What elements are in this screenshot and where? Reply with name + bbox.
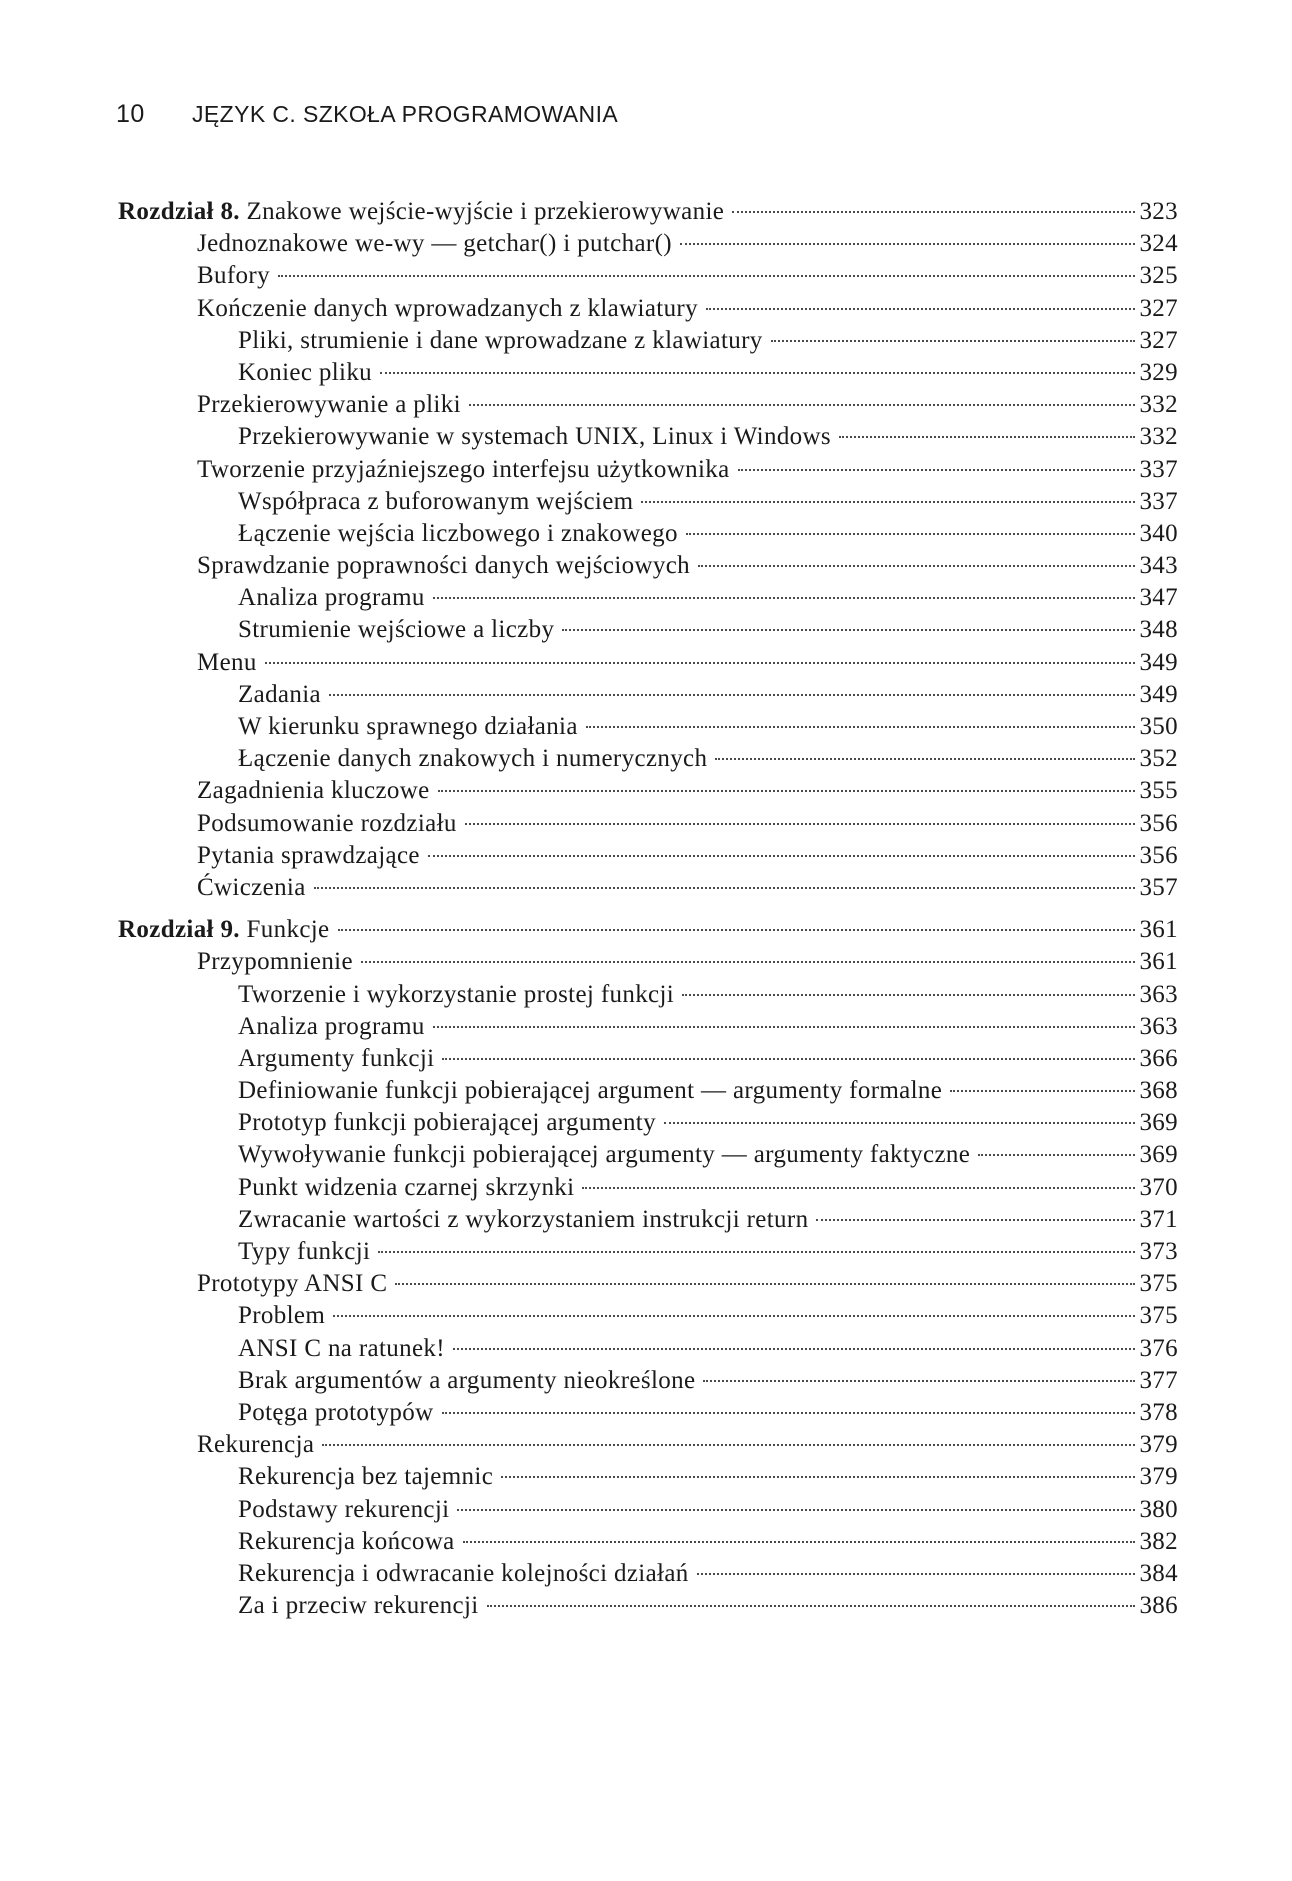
dot-leader <box>433 597 1136 599</box>
chapter-number: Rozdział 9. <box>118 916 240 944</box>
toc-subsection <box>118 518 1178 550</box>
entry-page-number: 363 <box>1139 980 1178 1008</box>
toc-subsection <box>118 679 1178 711</box>
entry-page-number: 363 <box>1139 1012 1178 1040</box>
dot-leader <box>732 211 1135 213</box>
dot-leader <box>457 1509 1135 1511</box>
toc-section <box>118 228 1178 260</box>
toc-subsection <box>118 1494 1178 1526</box>
entry-title: W kierunku sprawnego działania <box>238 713 578 740</box>
entry-page-number: 340 <box>1139 519 1178 547</box>
chapter-heading <box>118 196 1178 228</box>
entry-page-number: 325 <box>1139 262 1178 290</box>
dot-leader <box>380 372 1135 374</box>
chapter-page-number: 323 <box>1139 198 1178 225</box>
dot-leader <box>703 1380 1135 1382</box>
toc-subsection <box>118 1204 1178 1236</box>
entry-title: Łączenie wejścia liczbowego i znakowego <box>238 519 678 547</box>
entry-page-number: 361 <box>1139 948 1178 976</box>
toc-subsection <box>118 1236 1178 1268</box>
toc-section <box>118 872 1178 904</box>
dot-leader <box>816 1219 1135 1221</box>
toc-subsection <box>118 1333 1178 1365</box>
dot-leader <box>978 1154 1135 1156</box>
toc-section <box>118 775 1178 807</box>
dot-leader <box>278 275 1136 277</box>
entry-page-number: 377 <box>1139 1366 1178 1394</box>
dot-leader <box>333 1315 1135 1317</box>
entry-title: Rekurencja bez tajemnic <box>238 1463 494 1491</box>
entry-title: Podsumowanie rozdziału <box>197 809 457 837</box>
entry-page-number: 332 <box>1139 391 1178 419</box>
entry-page-number: 376 <box>1139 1334 1178 1362</box>
toc-subsection <box>118 1043 1178 1075</box>
dot-leader <box>501 1476 1135 1478</box>
entry-page-number: 382 <box>1139 1527 1178 1555</box>
chapter-title: Funkcje <box>246 916 330 944</box>
dot-leader <box>698 565 1135 567</box>
dot-leader <box>582 1187 1135 1189</box>
entry-page-number: 357 <box>1139 873 1178 901</box>
entry-title: Przekierowywanie a pliki <box>197 391 461 419</box>
entry-title: Rekurencja końcowa <box>238 1527 455 1555</box>
entry-title: Punkt widzenia czarnej skrzynki <box>238 1173 575 1201</box>
dot-leader <box>686 533 1136 535</box>
entry-title: Kończenie danych wprowadzanych z klawiatury <box>197 294 698 322</box>
toc-subsection <box>118 1590 1178 1622</box>
dot-leader <box>738 469 1136 471</box>
chapter-number-spacer <box>240 914 247 946</box>
toc-subsection <box>118 1397 1178 1429</box>
entry-page-number: 324 <box>1139 230 1178 258</box>
running-header <box>116 100 618 136</box>
toc-subsection <box>118 357 1178 389</box>
toc-subsection <box>118 486 1178 518</box>
dot-leader <box>322 1444 1135 1446</box>
chapter-number-spacer <box>240 196 247 228</box>
entry-page-number: 352 <box>1139 745 1178 773</box>
entry-page-number: 380 <box>1139 1495 1178 1523</box>
dot-leader <box>378 1251 1135 1253</box>
entry-page-number: 349 <box>1139 680 1178 708</box>
dot-leader <box>329 694 1135 696</box>
toc-subsection <box>118 614 1178 646</box>
toc-subsection <box>118 1300 1178 1332</box>
toc-section <box>118 647 1178 679</box>
toc-section <box>118 946 1178 978</box>
entry-title: Problem <box>238 1302 326 1330</box>
entry-title: Definiowanie funkcji pobierającej argument — argumenty formalne <box>238 1077 943 1105</box>
dot-leader <box>428 855 1136 857</box>
dot-leader <box>715 758 1135 760</box>
dot-leader <box>453 1348 1135 1350</box>
toc-subsection <box>118 1107 1178 1139</box>
toc-section <box>118 1268 1178 1300</box>
entry-page-number: 343 <box>1139 552 1178 580</box>
entry-page-number: 371 <box>1139 1205 1178 1233</box>
entry-page-number: 332 <box>1139 423 1178 451</box>
entry-page-number: 348 <box>1139 616 1178 644</box>
toc-section <box>118 550 1178 582</box>
dot-leader <box>395 1283 1135 1285</box>
entry-title: Menu <box>197 648 257 676</box>
toc-subsection <box>118 1011 1178 1043</box>
dot-leader <box>586 726 1136 728</box>
entry-title: Rekurencja i odwracanie kolejności działań <box>238 1559 689 1587</box>
entry-title: Analiza programu <box>238 1012 425 1040</box>
toc-section <box>118 389 1178 421</box>
dot-leader <box>682 994 1135 996</box>
entry-title: Prototyp funkcji pobierającej argumenty <box>238 1109 656 1137</box>
entry-title: Analiza programu <box>238 584 425 612</box>
entry-page-number: 368 <box>1139 1077 1178 1105</box>
entry-page-number: 370 <box>1139 1173 1178 1201</box>
toc-section <box>118 260 1178 292</box>
toc-subsection <box>118 1558 1178 1590</box>
entry-page-number: 375 <box>1139 1270 1178 1298</box>
entry-title: Wywoływanie funkcji pobierającej argumenty — argumenty faktyczne <box>238 1141 971 1169</box>
chapter-heading <box>118 914 1178 946</box>
dot-leader <box>442 1412 1136 1414</box>
dot-leader <box>314 887 1136 889</box>
dot-leader <box>771 340 1136 342</box>
entry-title: ANSI C na ratunek! <box>238 1334 445 1362</box>
toc-subsection <box>118 1139 1178 1171</box>
entry-page-number: 378 <box>1139 1398 1178 1426</box>
toc-section <box>118 1429 1178 1461</box>
entry-page-number: 350 <box>1139 713 1178 740</box>
entry-page-number: 349 <box>1139 648 1178 676</box>
entry-title: Prototypy ANSI C <box>197 1270 388 1298</box>
toc-subsection <box>118 582 1178 614</box>
entry-page-number: 327 <box>1139 294 1178 322</box>
entry-page-number: 386 <box>1139 1592 1178 1620</box>
entry-title: Pytania sprawdzające <box>197 841 420 869</box>
toc-subsection <box>118 1172 1178 1204</box>
entry-title: Koniec pliku <box>238 358 373 386</box>
chapter-block <box>118 914 1178 1622</box>
toc-subsection <box>118 1365 1178 1397</box>
dot-leader <box>706 308 1135 310</box>
entry-page-number: 347 <box>1139 584 1178 612</box>
dot-leader <box>463 1541 1136 1543</box>
chapter-block <box>118 196 1178 904</box>
entry-title: Przypomnienie <box>197 948 353 976</box>
dot-leader <box>361 961 1136 963</box>
dot-leader <box>265 662 1136 664</box>
page-number: 10 <box>116 100 145 128</box>
dot-leader <box>469 404 1136 406</box>
entry-title: Typy funkcji <box>238 1238 371 1265</box>
entry-title: Bufory <box>197 262 270 290</box>
entry-page-number: 379 <box>1139 1431 1178 1459</box>
dot-leader <box>487 1605 1136 1607</box>
entry-title: Tworzenie i wykorzystanie prostej funkcji <box>238 980 675 1008</box>
entry-page-number: 337 <box>1139 455 1178 483</box>
entry-title: Podstawy rekurencji <box>238 1495 450 1523</box>
chapter-number: Rozdział 8. <box>118 198 240 225</box>
chapter-title: Znakowe wejście-wyjście i przekierowywanie <box>246 198 725 225</box>
dot-leader <box>338 929 1136 931</box>
toc-subsection <box>118 979 1178 1011</box>
toc-subsection <box>118 743 1178 775</box>
entry-page-number: 366 <box>1139 1044 1178 1072</box>
running-title: JĘZYK C. SZKOŁA PROGRAMOWANIA <box>192 101 619 127</box>
entry-page-number: 356 <box>1139 841 1178 869</box>
entry-title: Argumenty funkcji <box>238 1044 435 1072</box>
entry-title: Za i przeciw rekurencji <box>238 1592 479 1620</box>
dot-leader <box>680 243 1136 245</box>
entry-page-number: 329 <box>1139 358 1178 386</box>
entry-page-number: 369 <box>1139 1109 1178 1137</box>
toc-section <box>118 808 1178 840</box>
entry-title: Brak argumentów a argumenty nieokreślone <box>238 1366 696 1394</box>
dot-leader <box>641 501 1135 503</box>
dot-leader <box>664 1122 1136 1124</box>
entry-title: Współpraca z buforowanym wejściem <box>238 487 634 515</box>
entry-title: Potęga prototypów <box>238 1398 434 1426</box>
table-of-contents <box>118 196 1178 1632</box>
dot-leader <box>438 790 1136 792</box>
entry-title: Strumienie wejściowe a liczby <box>238 616 555 644</box>
entry-page-number: 327 <box>1139 326 1178 354</box>
toc-section <box>118 454 1178 486</box>
dot-leader <box>562 629 1135 631</box>
toc-subsection <box>118 1075 1178 1107</box>
entry-page-number: 369 <box>1139 1141 1178 1169</box>
entry-title: Ćwiczenia <box>197 873 306 901</box>
entry-title: Zwracanie wartości z wykorzystaniem instrukcji return <box>238 1205 809 1233</box>
dot-leader <box>433 1026 1136 1028</box>
entry-title: Zagadnienia kluczowe <box>197 777 430 805</box>
dot-leader <box>465 823 1136 825</box>
entry-title: Zadania <box>238 680 321 708</box>
entry-page-number: 384 <box>1139 1559 1178 1587</box>
toc-subsection <box>118 711 1178 743</box>
entry-page-number: 379 <box>1139 1463 1178 1491</box>
toc-subsection <box>118 1526 1178 1558</box>
toc-section <box>118 840 1178 872</box>
entry-title: Łączenie danych znakowych i numerycznych <box>238 745 708 773</box>
entry-title: Pliki, strumienie i dane wprowadzane z klawiatury <box>238 326 763 354</box>
entry-page-number: 337 <box>1139 487 1178 515</box>
entry-page-number: 355 <box>1139 777 1178 805</box>
toc-section <box>118 293 1178 325</box>
entry-title: Rekurencja <box>197 1431 315 1459</box>
dot-leader <box>950 1090 1135 1092</box>
toc-subsection <box>118 1461 1178 1493</box>
entry-page-number: 375 <box>1139 1302 1178 1330</box>
entry-title: Jednoznakowe we-wy — getchar() i putchar() <box>197 230 672 258</box>
entry-title: Sprawdzanie poprawności danych wejściowych <box>197 552 691 580</box>
entry-page-number: 373 <box>1139 1238 1178 1265</box>
toc-subsection <box>118 421 1178 453</box>
entry-page-number: 356 <box>1139 809 1178 837</box>
dot-leader <box>697 1573 1136 1575</box>
entry-title: Tworzenie przyjaźniejszego interfejsu użytkownika <box>197 455 730 483</box>
dot-leader <box>839 436 1135 438</box>
dot-leader <box>442 1058 1135 1060</box>
chapter-page-number: 361 <box>1139 916 1178 944</box>
toc-subsection <box>118 325 1178 357</box>
entry-title: Przekierowywanie w systemach UNIX, Linux i Windows <box>238 423 831 451</box>
